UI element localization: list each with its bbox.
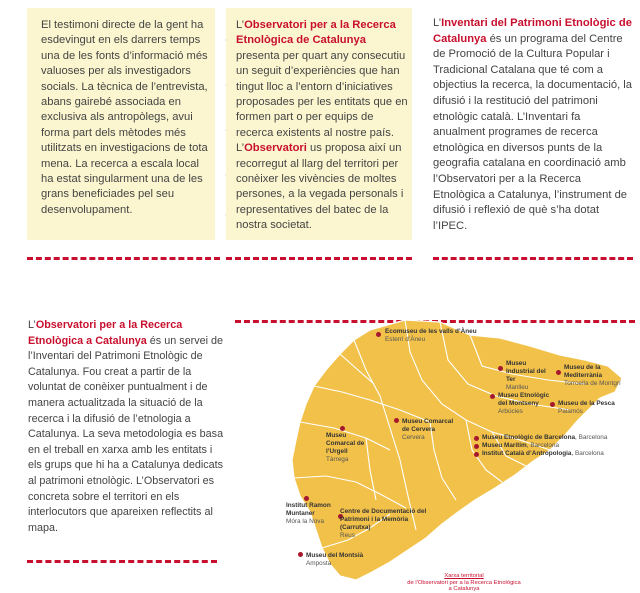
map-label-mediterrania-place: Torroella de Montgrí bbox=[564, 380, 621, 387]
map-marker-montseny bbox=[490, 394, 495, 399]
map-label-ter bbox=[506, 360, 552, 392]
observatori-intro-text bbox=[236, 18, 408, 234]
observatori-service-prefix: L’ bbox=[28, 319, 36, 331]
map-marker-montsia bbox=[298, 552, 303, 557]
observatori-intro-body-a: presenta per quart any consecutiu un seguit d’experiències que han tingut lloc a l’entorn d’iniciatives proposades per les entitats que en formen part o per equips de recerca existents al nostre país. L’ bbox=[236, 49, 408, 155]
inventari-text bbox=[433, 16, 633, 234]
separator-left bbox=[27, 257, 220, 260]
map-label-maritim-place: Barcelona bbox=[530, 442, 560, 449]
map-label-pesca bbox=[558, 400, 615, 416]
observatori-intro-panel bbox=[226, 8, 412, 240]
map-marker-ter bbox=[498, 366, 503, 371]
map-label-montsia-place: Amposta bbox=[306, 560, 332, 567]
map-label-ter-name: Museu Industrial del Ter bbox=[506, 360, 546, 383]
map-label-muntaner-place: Móra la Nova bbox=[286, 518, 325, 525]
map-label-aneu-name: Ecomuseu de les valls d’Àneu bbox=[385, 328, 477, 335]
map-label-pesca-name: Museu de la Pesca bbox=[558, 400, 615, 407]
map-marker-maritim bbox=[474, 444, 479, 449]
separator-right bbox=[433, 257, 633, 260]
map-label-maritim: Museu Marítim, Barcelona bbox=[482, 442, 560, 449]
inventari-highlight: Inventari del Patrimoni Etnològic de Catalunya bbox=[433, 17, 632, 45]
map-label-pesca-place: Palamós bbox=[558, 408, 583, 415]
map-label-antropologia: Institut Català d’Antropologia, Barcelona bbox=[482, 450, 604, 457]
map-label-antropologia-place: Barcelona bbox=[575, 450, 604, 457]
observatori-intro-highlight-2: Observatori bbox=[244, 142, 307, 155]
map-label-cervera bbox=[402, 418, 458, 442]
map-marker-aneu bbox=[376, 332, 381, 337]
map-marker-muntaner bbox=[304, 496, 309, 501]
testimony-text: El testimoni directe de la gent ha esdevingut en els darrers temps una de les fonts d’informació més valuoses per als investigadors socials. La tècnica de l’entrevista, abans gairebé associada en exclusiva als antropòlegs, avui forma part dels mètodes més utilitzats en investigacions de tota mena. La recerca a escala local ha estat singularment una de les grans beneficiades pel seu desenvolupament. bbox=[41, 19, 208, 216]
map-legend-line-2: de l’Observatori per a la Recerca Etnològica bbox=[407, 579, 521, 586]
map-label-montsia-name: Museu del Montsià bbox=[306, 552, 364, 559]
catalonia-map bbox=[230, 300, 640, 590]
map-label-antropologia-name: Institut Català d’Antropologia bbox=[482, 450, 572, 457]
observatori-intro-body-b: us proposa així un recorregut al llarg del territori per conèixer les vivències de moltes persones, a la vegada personals i representatives del batec de la nostra societat. bbox=[236, 142, 404, 232]
inventari-prefix: L’ bbox=[433, 17, 442, 29]
map-marker-pesca bbox=[550, 402, 555, 407]
map-label-mediterrania bbox=[564, 364, 622, 388]
observatori-service-highlight: Observatori per a la Recerca Etnològica a Catalunya bbox=[28, 319, 183, 347]
map-label-aneu-place: Esterri d’Àneu bbox=[385, 336, 426, 343]
map-legend-line-1: Xarxa territorial bbox=[444, 573, 484, 579]
map-label-carrutxa-name: Centre de Documentació del Patrimoni i la Memòria (Carrutxa) bbox=[340, 508, 427, 531]
map-label-muntaner bbox=[286, 502, 336, 526]
map-label-aneu bbox=[385, 328, 477, 344]
map-label-etnologic-barcelona: Museu Etnològic de Barcelona, Barcelona bbox=[482, 434, 608, 441]
map-marker-antropologia bbox=[474, 452, 479, 457]
map-label-cervera-name: Museu Comarcal de Cervera bbox=[402, 418, 454, 433]
map-label-urgell-name: Museu Comarcal de l’Urgell bbox=[326, 432, 365, 455]
separator-middle bbox=[226, 257, 412, 260]
map-label-urgell-place: Tàrrega bbox=[326, 456, 349, 463]
map-marker-etnologic-barcelona bbox=[474, 436, 479, 441]
map-legend-line-3: a Catalunya bbox=[448, 586, 480, 592]
inventari-panel bbox=[433, 16, 633, 234]
map-marker-urgell bbox=[340, 426, 345, 431]
inventari-body: és un programa del Centre de Promoció de la Cultura Popular i Tradicional Catalana que té com a objectius la recerca, la documentació, la difusió i la restitució del patrimoni etnològic català. L’Inventari fa anualment programes de recerca etnològica en diversos punts de la geografia catalana en coordinació amb l’Observatori per a la Recerca Etnològica a Catalunya, l’instrument de difusió i reflexió de què s’ha dotat l’IPEC. bbox=[433, 32, 632, 232]
map-label-montseny-place: Arbúcies bbox=[498, 408, 523, 415]
map-label-muntaner-name: Institut Ramon Muntaner bbox=[286, 502, 331, 517]
map-label-montseny bbox=[498, 392, 550, 416]
observatori-service-panel bbox=[28, 318, 226, 536]
map-label-maritim-name: Museu Marítim bbox=[482, 442, 527, 449]
map-label-cervera-place: Cervera bbox=[402, 434, 425, 441]
separator-bottom-left bbox=[27, 560, 217, 563]
map-label-montsia bbox=[306, 552, 363, 568]
map-label-urgell bbox=[326, 432, 376, 464]
map-label-etnologic-barcelona-place: Barcelona bbox=[578, 434, 608, 441]
testimony-panel bbox=[27, 8, 215, 240]
map-marker-mediterrania bbox=[556, 370, 561, 375]
map-label-carrutxa bbox=[340, 508, 436, 540]
map-legend bbox=[394, 573, 534, 593]
observatori-intro-prefix: L’ bbox=[236, 19, 245, 31]
map-label-ter-place: Manlleu bbox=[506, 384, 529, 391]
map-label-etnologic-barcelona-name: Museu Etnològic de Barcelona bbox=[482, 434, 576, 441]
map-label-carrutxa-place: Reus bbox=[340, 532, 355, 539]
observatori-service-text bbox=[28, 318, 226, 536]
observatori-intro-highlight: Observatori per a la Recerca Etnològica de Catalunya bbox=[236, 19, 396, 47]
map-label-mediterrania-name: Museu de la Mediterrània bbox=[564, 364, 603, 379]
map-marker-cervera bbox=[394, 418, 399, 423]
observatori-service-body: és un servei de l’Inventari del Patrimoni Etnològic de Catalunya. Fou creat a partir de la voluntat de conèixer puntualment i de manera actualitzada la situació de la recerca i la difusió de l’etnologia a Catalunya. La seva metodologia es basa en el treball en xarxa amb les entitats i els grups que hi ha a Catalunya dedicats al patrimoni etnològic. L’Observatori es concreta sobre el territori en els interlocutors que apareixen reflectits al mapa. bbox=[28, 334, 224, 534]
map-label-montseny-name: Museu Etnològic del Montseny bbox=[498, 392, 550, 407]
